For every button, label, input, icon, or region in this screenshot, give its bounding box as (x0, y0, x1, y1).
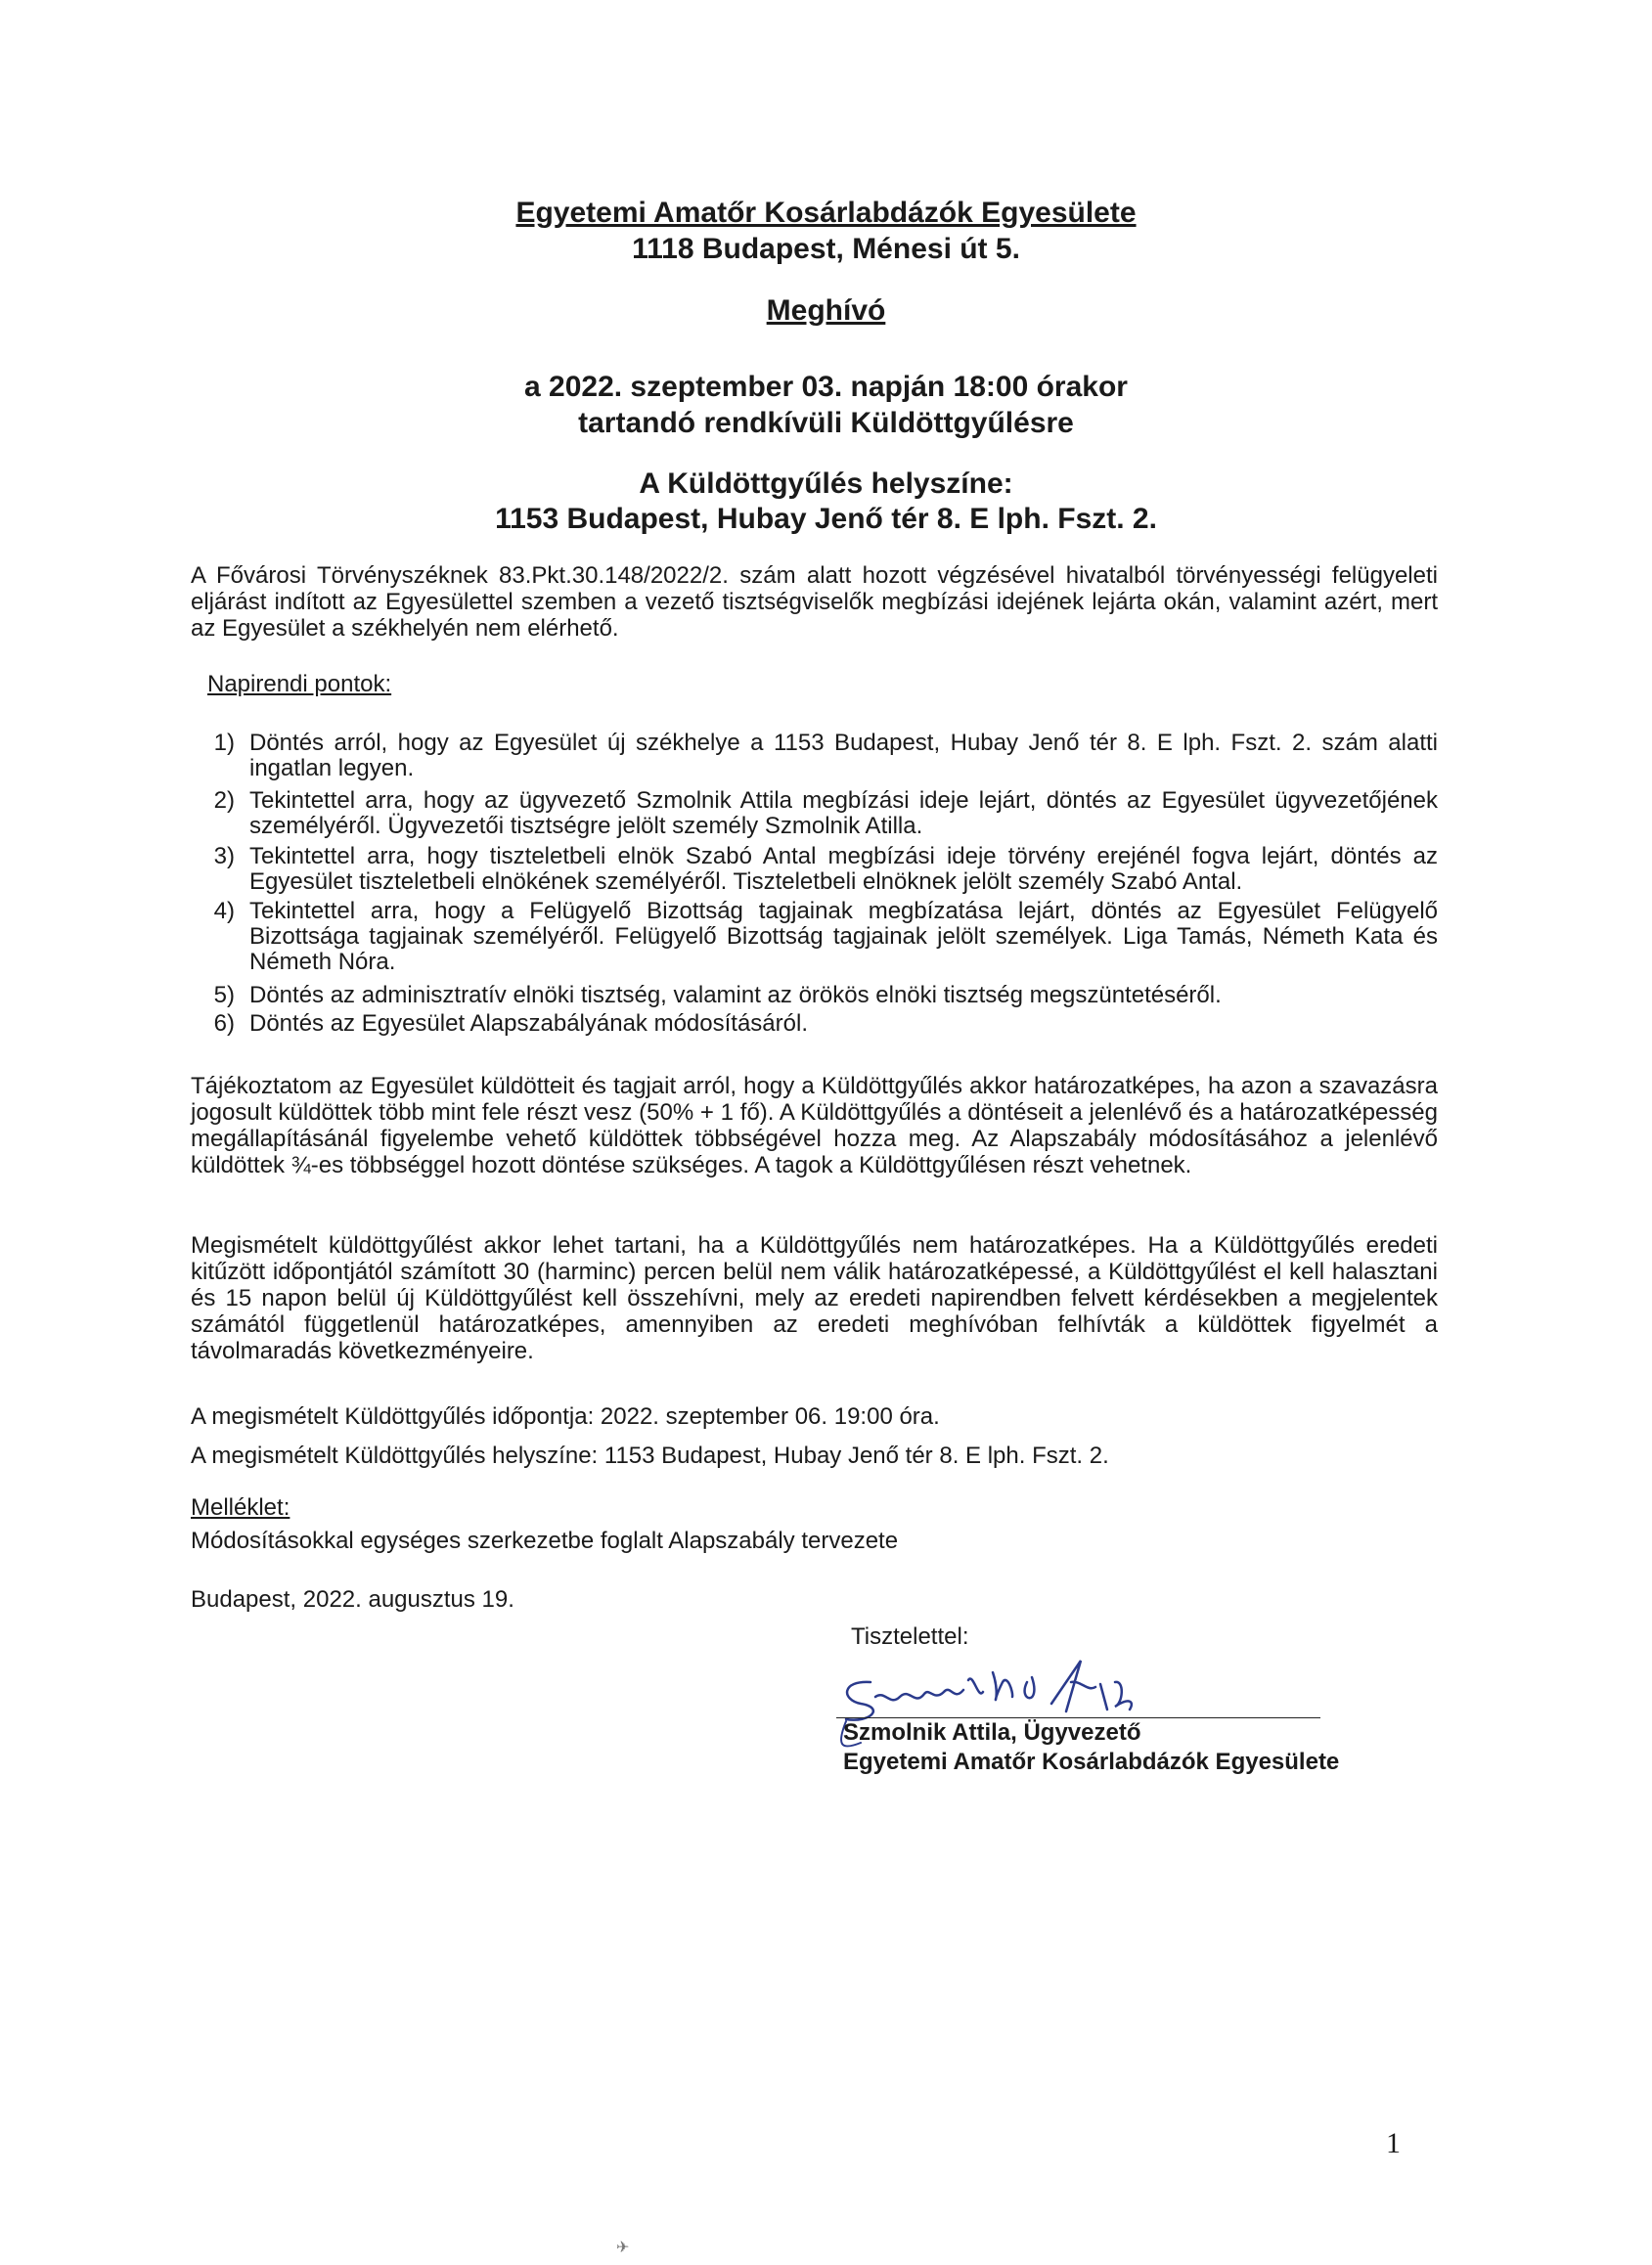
place-date: Budapest, 2022. augusztus 19. (191, 1586, 514, 1613)
repeat-meeting-date: A megismételt Küldöttgyűlés időpontja: 2022. szeptember 06. 19:00 óra. (191, 1403, 940, 1430)
org-address: 1118 Budapest, Ménesi út 5. (632, 233, 1020, 265)
signatory-name: Szmolnik Attila, Ügyvezető (843, 1719, 1141, 1746)
attachment-label: Melléklet: (191, 1494, 290, 1521)
page-number: 1 (1386, 2127, 1401, 2159)
closing-greeting: Tisztelettel: (851, 1623, 969, 1650)
agenda-item-number: 6) (213, 1010, 235, 1037)
intro-paragraph: A Fővárosi Törvényszéknek 83.Pkt.30.148/2022/2. szám alatt hozott végzésével hivatalból törvényességi felügyeleti eljárást indított az Egyesülettel szemben a vezető tisztségviselők megbízási idejének lejárta okán, valamint azért, mert az Egyesület a székhelyén nem elérhető. (191, 562, 1438, 642)
agenda-item-number: 2) (213, 787, 235, 814)
venue-address: 1153 Budapest, Hubay Jenő tér 8. E lph. Fszt. 2. (495, 503, 1157, 535)
meeting-date-line: a 2022. szeptember 03. napján 18:00 órakor (524, 371, 1128, 403)
agenda-item-text: Döntés az adminisztratív elnöki tisztség, valamint az örökös elnöki tisztség megszüntetéséről. (249, 982, 1222, 1008)
meeting-type-line: tartandó rendkívüli Küldöttgyűlésre (578, 407, 1074, 439)
agenda-item-number: 5) (213, 982, 235, 1008)
repeat-meeting-venue: A megismételt Küldöttgyűlés helyszíne: 1153 Budapest, Hubay Jenő tér 8. E lph. Fszt. 2. (191, 1443, 1109, 1469)
quorum-paragraph: Tájékoztatom az Egyesület küldötteit és tagjait arról, hogy a Küldöttgyűlés akkor határozatképes, ha azon a szavazásra jogosult küldöttek több mint fele részt vesz (50% + 1 fő). A Küldöttgyűlés a döntéseit a jelenlévő és a határozatképesség megállapításánál figyelembe vehető küldöttek többségével hozza meg. Az Alapszabály módosításához a jelenlévő küldöttek ¾-es többséggel hozott döntése szükséges. A tagok a Küldöttgyűlésen részt vehetnek. (191, 1073, 1438, 1178)
org-name: Egyetemi Amatőr Kosárlabdázók Egyesülete (515, 197, 1137, 229)
signatory-organization: Egyetemi Amatőr Kosárlabdázók Egyesülete (843, 1749, 1340, 1775)
agenda-item-text: Tekintettel arra, hogy tiszteletbeli elnök Szabó Antal megbízási ideje törvény erejénél fogva lejárt, döntés az Egyesület tiszteletbeli elnökének személyéről. Tiszteletbeli elnöknek jelölt személy Szabó Antal. (249, 843, 1438, 895)
agenda-item-number: 1) (213, 730, 235, 756)
agenda-item (213, 898, 1438, 975)
agenda-item (213, 787, 1438, 839)
agenda-item (213, 1010, 1438, 1037)
repeat-meeting-paragraph: Megismételt küldöttgyűlést akkor lehet tartani, ha a Küldöttgyűlés nem határozatképes. Ha a Küldöttgyűlés eredeti kitűzött időpontjától számított 30 (harminc) percen belül nem válik határozatképessé, a Küldöttgyűlést el kell halasztani és 15 napon belül új Küldöttgyűlést kell összehívni, mely az eredeti napirendben felvett kérdésekben a megjelentek számától függetlenül határozatképes, amennyiben az eredeti meghívóban felhívták a küldöttek figyelmét a távolmaradás következményeire. (191, 1232, 1438, 1364)
agenda-item-number: 4) (213, 898, 235, 924)
agenda-item-text: Tekintettel arra, hogy az ügyvezető Szmolnik Attila megbízási ideje lejárt, döntés az Egyesület ügyvezetőjének személyéről. Ügyvezetői tisztségre jelölt személy Szmolnik Atilla. (249, 787, 1438, 839)
agenda-item-number: 3) (213, 843, 235, 869)
agenda-item-text: Döntés arról, hogy az Egyesület új székhelye a 1153 Budapest, Hubay Jenő tér 8. E lph. Fszt. 2. szám alatti ingatlan legyen. (249, 730, 1438, 781)
venue-title: A Küldöttgyűlés helyszíne: (639, 467, 1013, 500)
agenda-item (213, 982, 1438, 1008)
agenda-title: Napirendi pontok: (207, 671, 392, 697)
agenda-item-text: Tekintettel arra, hogy a Felügyelő Bizottság tagjainak megbízatása lejárt, döntés az Egyesület Felügyelő Bizottsága tagjainak személyéről. Felügyelő Bizottság tagjainak jelölt személyek. Liga Tamás, Németh Kata és Németh Nóra. (249, 898, 1438, 975)
agenda-item (213, 730, 1438, 781)
agenda-item-text: Döntés az Egyesület Alapszabályának módosításáról. (249, 1010, 808, 1037)
doc-title: Meghívó (766, 294, 886, 327)
attachment-text: Módosításokkal egységes szerkezetbe foglalt Alapszabály tervezete (191, 1528, 899, 1554)
scan-mark: ✈ (616, 2240, 630, 2256)
signature-line (836, 1717, 1320, 1718)
agenda-item (213, 843, 1438, 895)
